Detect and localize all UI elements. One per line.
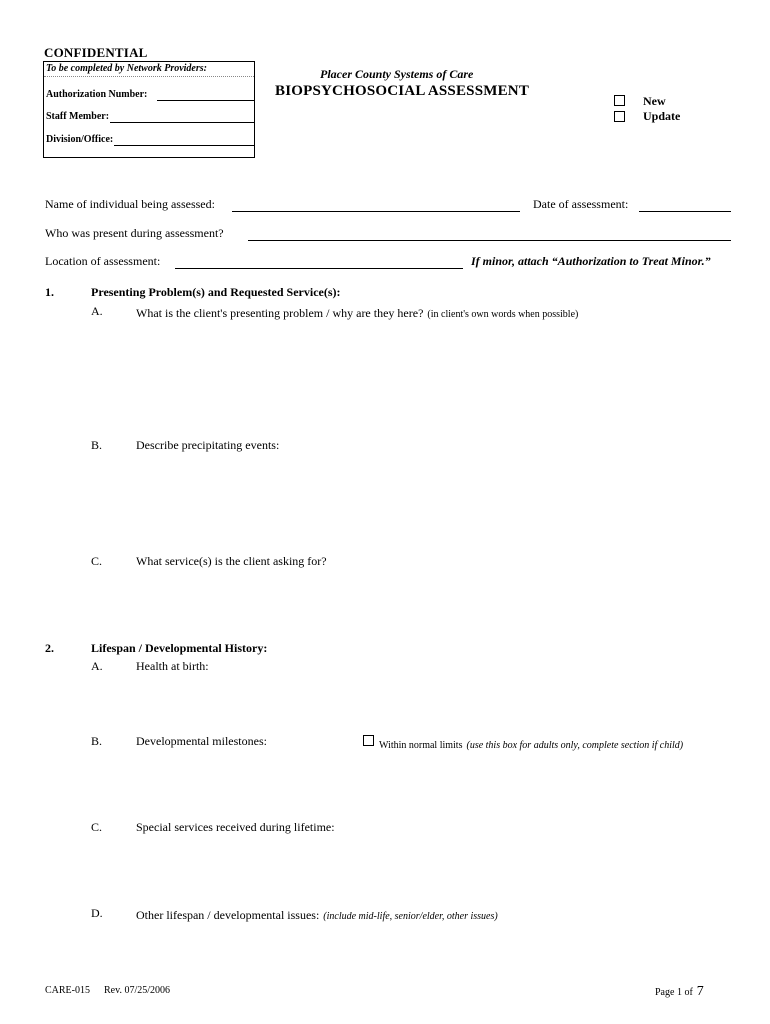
item-1a [136,304,578,322]
minor-note: If minor, attach “Authorization to Treat Minor.” [471,254,711,268]
item-1b-text: Describe precipitating events: [136,438,280,452]
item-2b-text: Developmental milestones: [136,734,267,748]
item-2c-text: Special services received during lifetime: [136,820,335,834]
section-2-title: Lifespan / Developmental History: [91,641,268,655]
page-total: 7 [696,984,704,999]
provider-box-heading: To be completed by Network Providers: [46,63,207,74]
item-1c-letter: C. [91,554,103,568]
page-number [655,982,704,1000]
new-checkbox-label: New [643,94,666,108]
revision-date: Rev. 07/25/2006 [104,985,171,996]
division-office-label: Division/Office: [46,134,114,145]
section-1-number: 1. [45,285,54,299]
new-checkbox[interactable] [614,95,625,106]
date-label: Date of assessment: [533,197,629,211]
item-2a-letter: A. [91,659,103,673]
county-name: Placer County Systems of Care [320,67,474,81]
item-1a-letter: A. [91,304,103,318]
item-1b-letter: B. [91,438,103,452]
name-field[interactable] [232,211,520,212]
item-1c-text: What service(s) is the client asking for? [136,554,327,568]
item-1a-hint: (in client's own words when possible) [427,309,579,320]
authorization-number-field[interactable] [157,100,254,101]
provider-box-divider [44,76,254,77]
item-2d-text: Other lifespan / developmental issues: [136,908,320,922]
item-2b-letter: B. [91,734,103,748]
update-checkbox-label: Update [643,109,681,123]
within-normal-limits-label: Within normal limits [379,740,463,751]
item-2d-hint: (include mid-life, senior/elder, other issues) [323,911,498,922]
location-field[interactable] [175,268,463,269]
form-title: BIOPSYCHOSOCIAL ASSESSMENT [275,83,530,99]
authorization-number-label: Authorization Number: [46,89,148,100]
item-2a-text: Health at birth: [136,659,209,673]
staff-member-field[interactable] [110,122,254,123]
item-2c-letter: C. [91,820,103,834]
within-normal-limits-hint: (use this box for adults only, complete section if child) [466,740,684,751]
staff-member-label: Staff Member: [46,111,110,122]
update-checkbox[interactable] [614,111,625,122]
section-2-number: 2. [45,641,54,655]
page-label: Page 1 of [655,987,693,998]
item-2d [136,906,498,924]
location-label: Location of assessment: [45,254,161,268]
confidential-label: CONFIDENTIAL [44,45,148,60]
date-field[interactable] [639,211,731,212]
present-field[interactable] [248,240,731,241]
section-1-title: Presenting Problem(s) and Requested Service(s): [91,285,341,299]
within-normal-limits-checkbox[interactable] [363,735,374,746]
division-office-field[interactable] [114,145,254,146]
form-code: CARE-015 [45,985,90,996]
item-2d-letter: D. [91,906,103,920]
present-label: Who was present during assessment? [45,226,224,240]
name-label: Name of individual being assessed: [45,197,215,211]
item-1a-text: What is the client's presenting problem / why are they here? [136,306,424,320]
within-normal-limits [379,735,683,753]
